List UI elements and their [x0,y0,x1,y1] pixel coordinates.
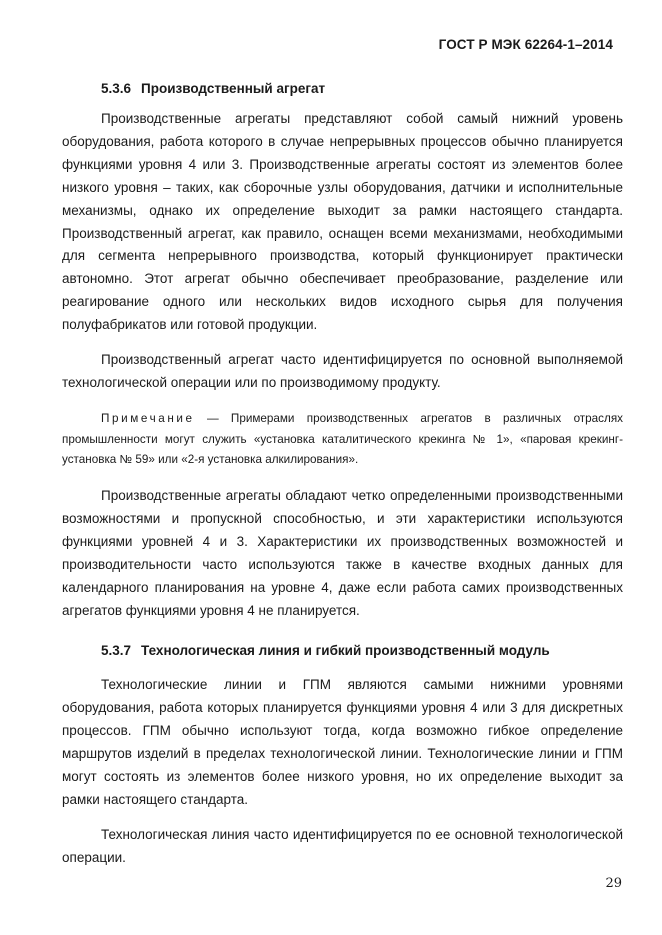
document-body [62,68,623,870]
paragraph: Технологическая линия часто идентифицируется по ее основной технологической операции. [62,826,623,865]
section-title: Производственный агрегат [141,81,326,96]
section-heading-5-3-7 [62,640,623,662]
section-number: 5.3.7 [101,643,132,659]
section-heading-5-3-6 [62,78,623,100]
note-label: Примечание [101,411,195,425]
note-text: — Примерами производственных агрегатов в различных отраслях промышленности могут служить «установка каталитического крекинга № 1», «паровая крекинг-установка № 59» или «2-я установка алкилирования». [62,411,623,467]
paragraph: Технологические линии и ГПМ являются самыми нижними уровнями оборудования, работа которых планируется функциями уровня 4 или 3 для дискретных процессов. ГПМ обычно используют тогда, когда возможно гибкое определение маршрутов изделий в пределах технологической линии. Технологические линии и ГПМ могут состоять из элементов более низкого уровня, но их определение выходит за рамки настоящего стандарта. [62,677,623,807]
paragraph: Производственные агрегаты обладают четко определенными производственными возможностями и пропускной способностью, и эти характеристики используются функциями уровней 4 и 3. Характеристики их производственных возможностей и производительности часто используются также в качестве входных данных для календарного планирования на уровне 4, даже если работа самих производственных агрегатов функциями уровня 4 не планируется. [62,487,623,618]
page-number: 29 [605,876,622,891]
paragraph: Производственный агрегат часто идентифицируется по основной выполняемой технологической операции или по производимому продукту. [62,352,623,390]
section-number: 5.3.6 [101,81,132,96]
section-title: Технологическая линия и гибкий производственный модуль [141,643,550,659]
paragraph: Производственные агрегаты представляют собой самый нижний уровень оборудования, работа которого в случае непрерывных процессов обычно планируется функциями уровня 4 или 3. Производственные агрегаты состоят из элементов более низкого уровня – таких, как сборочные узлы оборудования, датчики и исполнительные механизмы, однако их определение выходит за рамки настоящего стандарта. Производственный агрегат, как правило, оснащен всеми механизмами, необходимыми для сегмента непрерывного производства, который функционирует практически автономно. Этот агрегат обычно обеспечивает преобразование, разделение или реагирование одного или нескольких видов исходного сырья для получения полуфабрикатов или готовой продукции. [62,111,623,333]
document-header: ГОСТ Р МЭК 62264-1–2014 [438,37,613,52]
note [62,409,623,471]
